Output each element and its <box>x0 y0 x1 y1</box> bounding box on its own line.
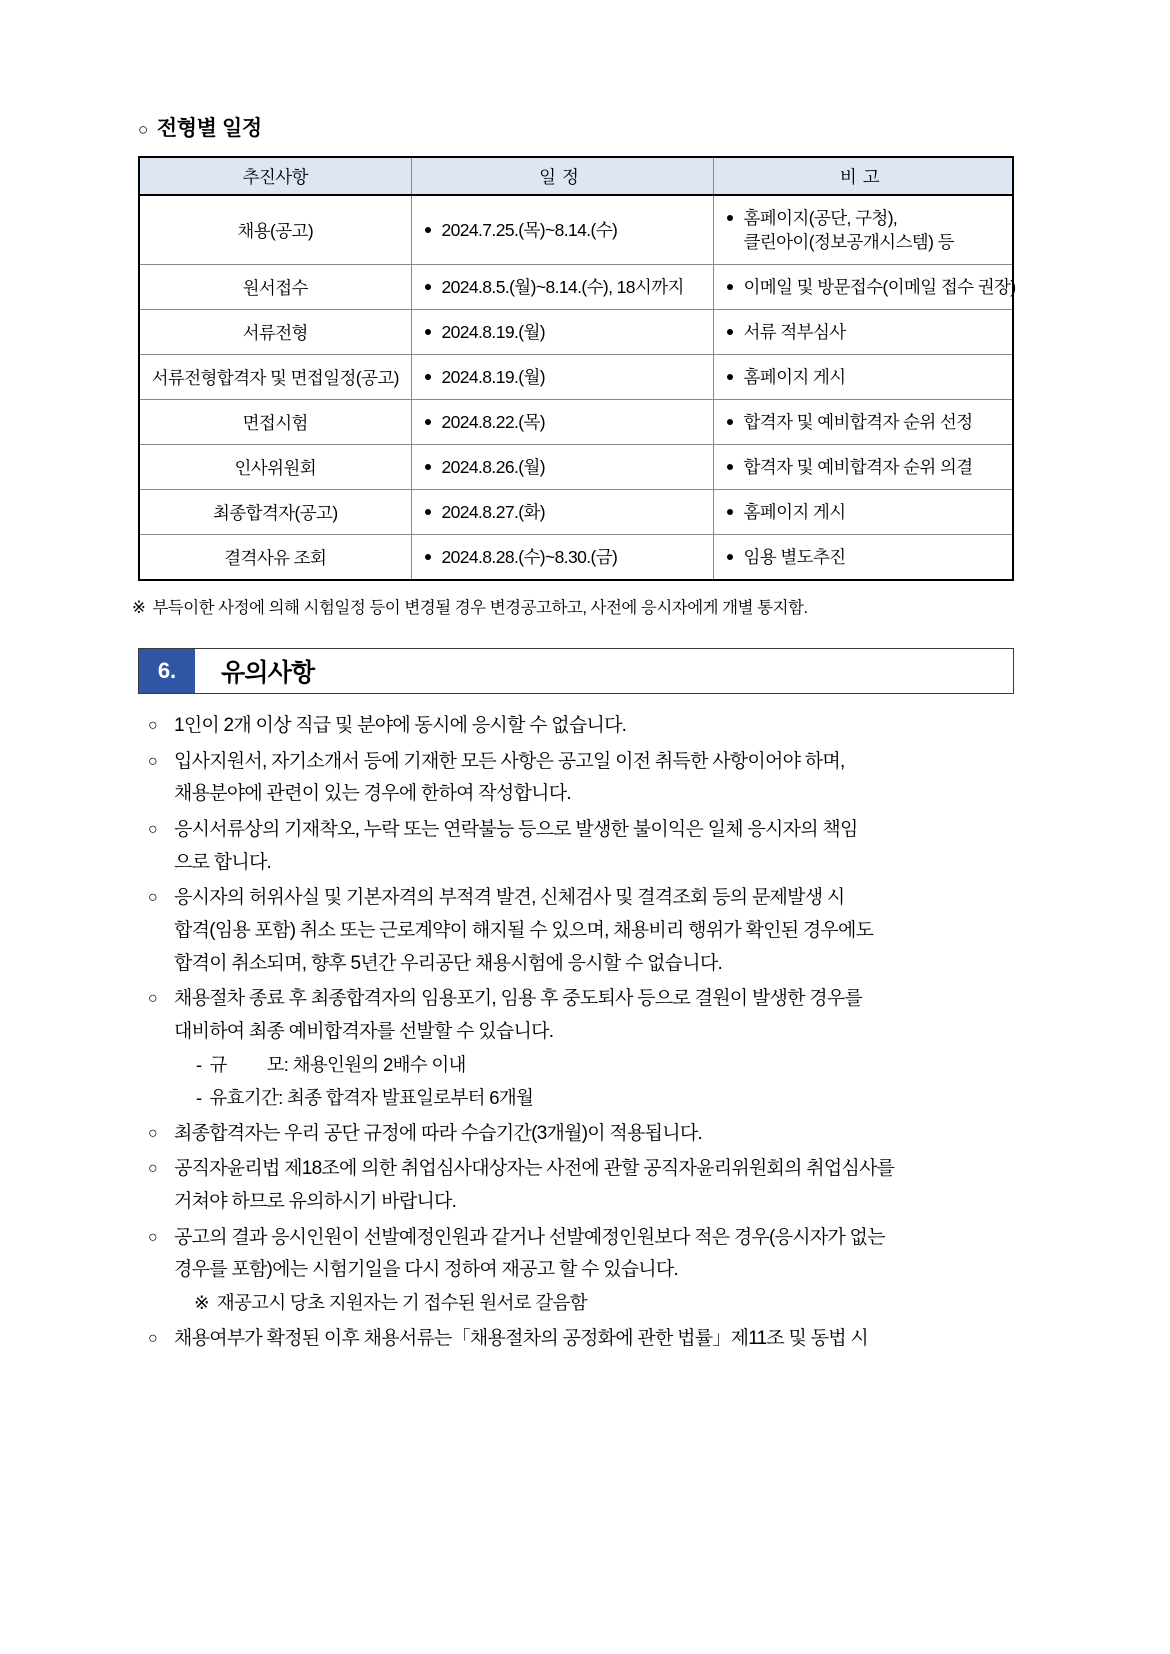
cell-remark-text: 이메일 및 방문접수(이메일 접수 권장) <box>724 275 1007 299</box>
cell-date <box>411 195 713 265</box>
cell-remark <box>713 535 1013 581</box>
cell-remark <box>713 445 1013 490</box>
sub-item-note <box>174 1287 1048 1320</box>
schedule-heading-label: 전형별 일정 <box>156 117 262 140</box>
notice-list <box>148 710 1048 1356</box>
list-item <box>148 983 1048 1114</box>
cell-remark <box>713 265 1016 310</box>
table-row <box>139 195 1013 265</box>
list-item-body <box>174 814 1048 879</box>
cell-remark-text: 홈페이지(공단, 구청), <box>724 206 1007 230</box>
list-item <box>148 710 1048 743</box>
list-item <box>148 1118 1048 1151</box>
ring-bullet-icon: ○ <box>148 1329 158 1347</box>
section-title: 유의사항 <box>221 659 315 687</box>
list-item-line: 채용절차 종료 후 최종합격자의 임용포기, 임용 후 중도퇴사 등으로 결원이 발생한 경우를 <box>174 988 863 1010</box>
cell-date <box>411 490 713 535</box>
list-item-line: 합격(임용 포함) 취소 또는 근로계약이 해지될 수 있으며, 채용비리 행위가 확인된 경우에도 <box>174 920 874 942</box>
table-row <box>139 265 1013 310</box>
table-row <box>139 355 1013 400</box>
list-item-body <box>174 1323 1048 1356</box>
cell-date <box>411 400 713 445</box>
cell-remark-text: 합격자 및 예비합격자 순위 선정 <box>724 410 1007 434</box>
table-row <box>139 490 1013 535</box>
cell-date-text: 2024.8.28.(수)~8.30.(금) <box>422 545 707 569</box>
list-item-line: 채용여부가 확정된 이후 채용서류는「채용절차의 공정화에 관한 법률」제11조 및 동법 시 <box>174 1327 869 1349</box>
cell-date <box>411 355 713 400</box>
sub-item-scale <box>174 1049 1048 1082</box>
ring-bullet-icon: ○ <box>148 1124 158 1142</box>
cell-date-text: 2024.8.19.(월) <box>422 365 707 389</box>
sub-item-label: 유효기간: <box>209 1086 283 1108</box>
schedule-table <box>138 156 1014 581</box>
cell-item: 서류전형합격자 및 면접일정(공고) <box>139 355 411 400</box>
cell-date-text: 2024.8.22.(목) <box>422 410 707 434</box>
cell-date <box>411 535 713 581</box>
cell-item: 면접시험 <box>139 400 411 445</box>
cell-item: 채용(공고) <box>139 195 411 265</box>
ring-bullet-icon: ○ <box>148 752 158 770</box>
cell-date-text: 2024.7.25.(목)~8.14.(수) <box>422 218 707 242</box>
cell-date-text: 2024.8.26.(월) <box>422 455 707 479</box>
sub-item-text: 최종 합격자 발표일로부터 6개월 <box>287 1086 534 1108</box>
table-row <box>139 445 1013 490</box>
list-item-line: 입사지원서, 자기소개서 등에 기재한 모든 사항은 공고일 이전 취득한 사항이어야 하며, <box>174 750 845 772</box>
list-item-line: 합격이 취소되며, 향후 5년간 우리공단 채용시험에 응시할 수 없습니다. <box>174 952 723 974</box>
cell-item: 원서접수 <box>139 265 411 310</box>
cell-remark <box>713 490 1013 535</box>
cell-item: 인사위원회 <box>139 445 411 490</box>
list-item-line: 1인이 2개 이상 직급 및 분야에 동시에 응시할 수 없습니다. <box>174 715 627 736</box>
list-item <box>148 1323 1048 1356</box>
sub-item-label-2: 모: <box>266 1053 289 1075</box>
cell-remark <box>713 400 1013 445</box>
table-row <box>139 310 1013 355</box>
cell-remark-text: 홈페이지 게시 <box>724 500 1007 524</box>
column-header-date: 일정 <box>411 157 713 195</box>
list-item-line: 경우를 포함)에는 시험기일을 다시 정하여 재공고 할 수 있습니다. <box>174 1259 679 1281</box>
cell-date-text: 2024.8.5.(월)~8.14.(수), 18시까지 <box>422 275 707 299</box>
section-header-6 <box>138 648 1014 694</box>
list-item <box>148 814 1048 879</box>
ring-bullet-icon: ○ <box>138 120 148 139</box>
list-item-body <box>174 882 1048 980</box>
cell-remark <box>713 195 1013 265</box>
cell-remark-text: 임용 별도추진 <box>724 545 1007 569</box>
list-item-body <box>174 710 1048 743</box>
cell-remark <box>713 310 1013 355</box>
cell-remark-text: 홈페이지 게시 <box>724 365 1007 389</box>
sub-item-validity <box>174 1082 1048 1115</box>
list-item-body <box>174 1222 1048 1320</box>
cell-remark-text-2: 클린아이(정보공개시스템) 등 <box>743 232 954 252</box>
column-header-remark: 비고 <box>713 157 1013 195</box>
list-item-line: 대비하여 최종 예비합격자를 선발할 수 있습니다. <box>174 1021 554 1043</box>
cell-remark-text: 합격자 및 예비합격자 순위 의결 <box>724 455 1007 479</box>
cell-date <box>411 310 713 355</box>
ring-bullet-icon: ○ <box>148 889 158 907</box>
list-item-body <box>174 746 1048 811</box>
sub-item-label: 규 <box>209 1053 227 1075</box>
ring-bullet-icon: ○ <box>148 717 158 734</box>
cell-remark <box>713 355 1013 400</box>
cell-item: 최종합격자(공고) <box>139 490 411 535</box>
cell-date-text: 2024.8.19.(월) <box>422 320 707 344</box>
dash-bullet-icon: - <box>196 1053 202 1075</box>
list-item-line: 거쳐야 하므로 유의하시기 바랍니다. <box>174 1190 457 1212</box>
list-item-line: 최종합격자는 우리 공단 규정에 따라 수습기간(3개월)이 적용됩니다. <box>174 1122 702 1144</box>
list-item <box>148 1153 1048 1218</box>
cell-remark-text: 서류 적부심사 <box>724 320 1007 344</box>
reference-mark-icon: ※ <box>132 599 146 617</box>
table-row <box>139 400 1013 445</box>
list-item-body <box>174 983 1048 1114</box>
list-item-line: 공고의 결과 응시인원이 선발예정인원과 같거나 선발예정인원보다 적은 경우(응시자가 없는 <box>174 1226 885 1248</box>
list-item <box>148 1222 1048 1320</box>
list-item-body <box>174 1118 1048 1151</box>
cell-date-text: 2024.8.27.(화) <box>422 500 707 524</box>
list-item-line: 응시서류상의 기재착오, 누락 또는 연락불능 등으로 발생한 불이익은 일체 응시자의 책임 <box>174 819 858 841</box>
list-item-line: 채용분야에 관련이 있는 경우에 한하여 작성합니다. <box>174 783 571 805</box>
section-number-badge: 6. <box>139 649 195 693</box>
cell-date <box>411 445 713 490</box>
list-item-body <box>174 1153 1048 1218</box>
sub-item-text: 채용인원의 2배수 이내 <box>292 1053 466 1075</box>
list-item <box>148 746 1048 811</box>
cell-item: 서류전형 <box>139 310 411 355</box>
ring-bullet-icon: ○ <box>148 990 158 1008</box>
list-item-line: 공직자윤리법 제18조에 의한 취업심사대상자는 사전에 관할 공직자윤리위원회의 취업심사를 <box>174 1158 895 1180</box>
ring-bullet-icon: ○ <box>148 1160 158 1178</box>
cell-item: 결격사유 조회 <box>139 535 411 581</box>
list-item <box>148 882 1048 980</box>
dash-bullet-icon: - <box>196 1086 202 1108</box>
cell-date <box>411 265 713 310</box>
list-item-line: 으로 합니다. <box>174 851 272 873</box>
sub-item-note-text: 재공고시 당초 지원자는 기 접수된 원서로 갈음함 <box>216 1291 587 1313</box>
schedule-heading <box>138 112 1020 142</box>
reference-mark-icon: ※ <box>194 1291 209 1313</box>
schedule-footnote <box>130 594 1020 618</box>
table-row <box>139 535 1013 581</box>
table-header-row <box>139 157 1013 195</box>
ring-bullet-icon: ○ <box>148 1228 158 1246</box>
schedule-footnote-text: 부득이한 사정에 의해 시험일정 등이 변경될 경우 변경공고하고, 사전에 응시자에게 개별 통지함. <box>152 599 808 617</box>
column-header-item: 추진사항 <box>139 157 411 195</box>
ring-bullet-icon: ○ <box>148 821 158 839</box>
list-item-line: 응시자의 허위사실 및 기본자격의 부적격 발견, 신체검사 및 결격조회 등의 문제발생 시 <box>174 887 845 909</box>
